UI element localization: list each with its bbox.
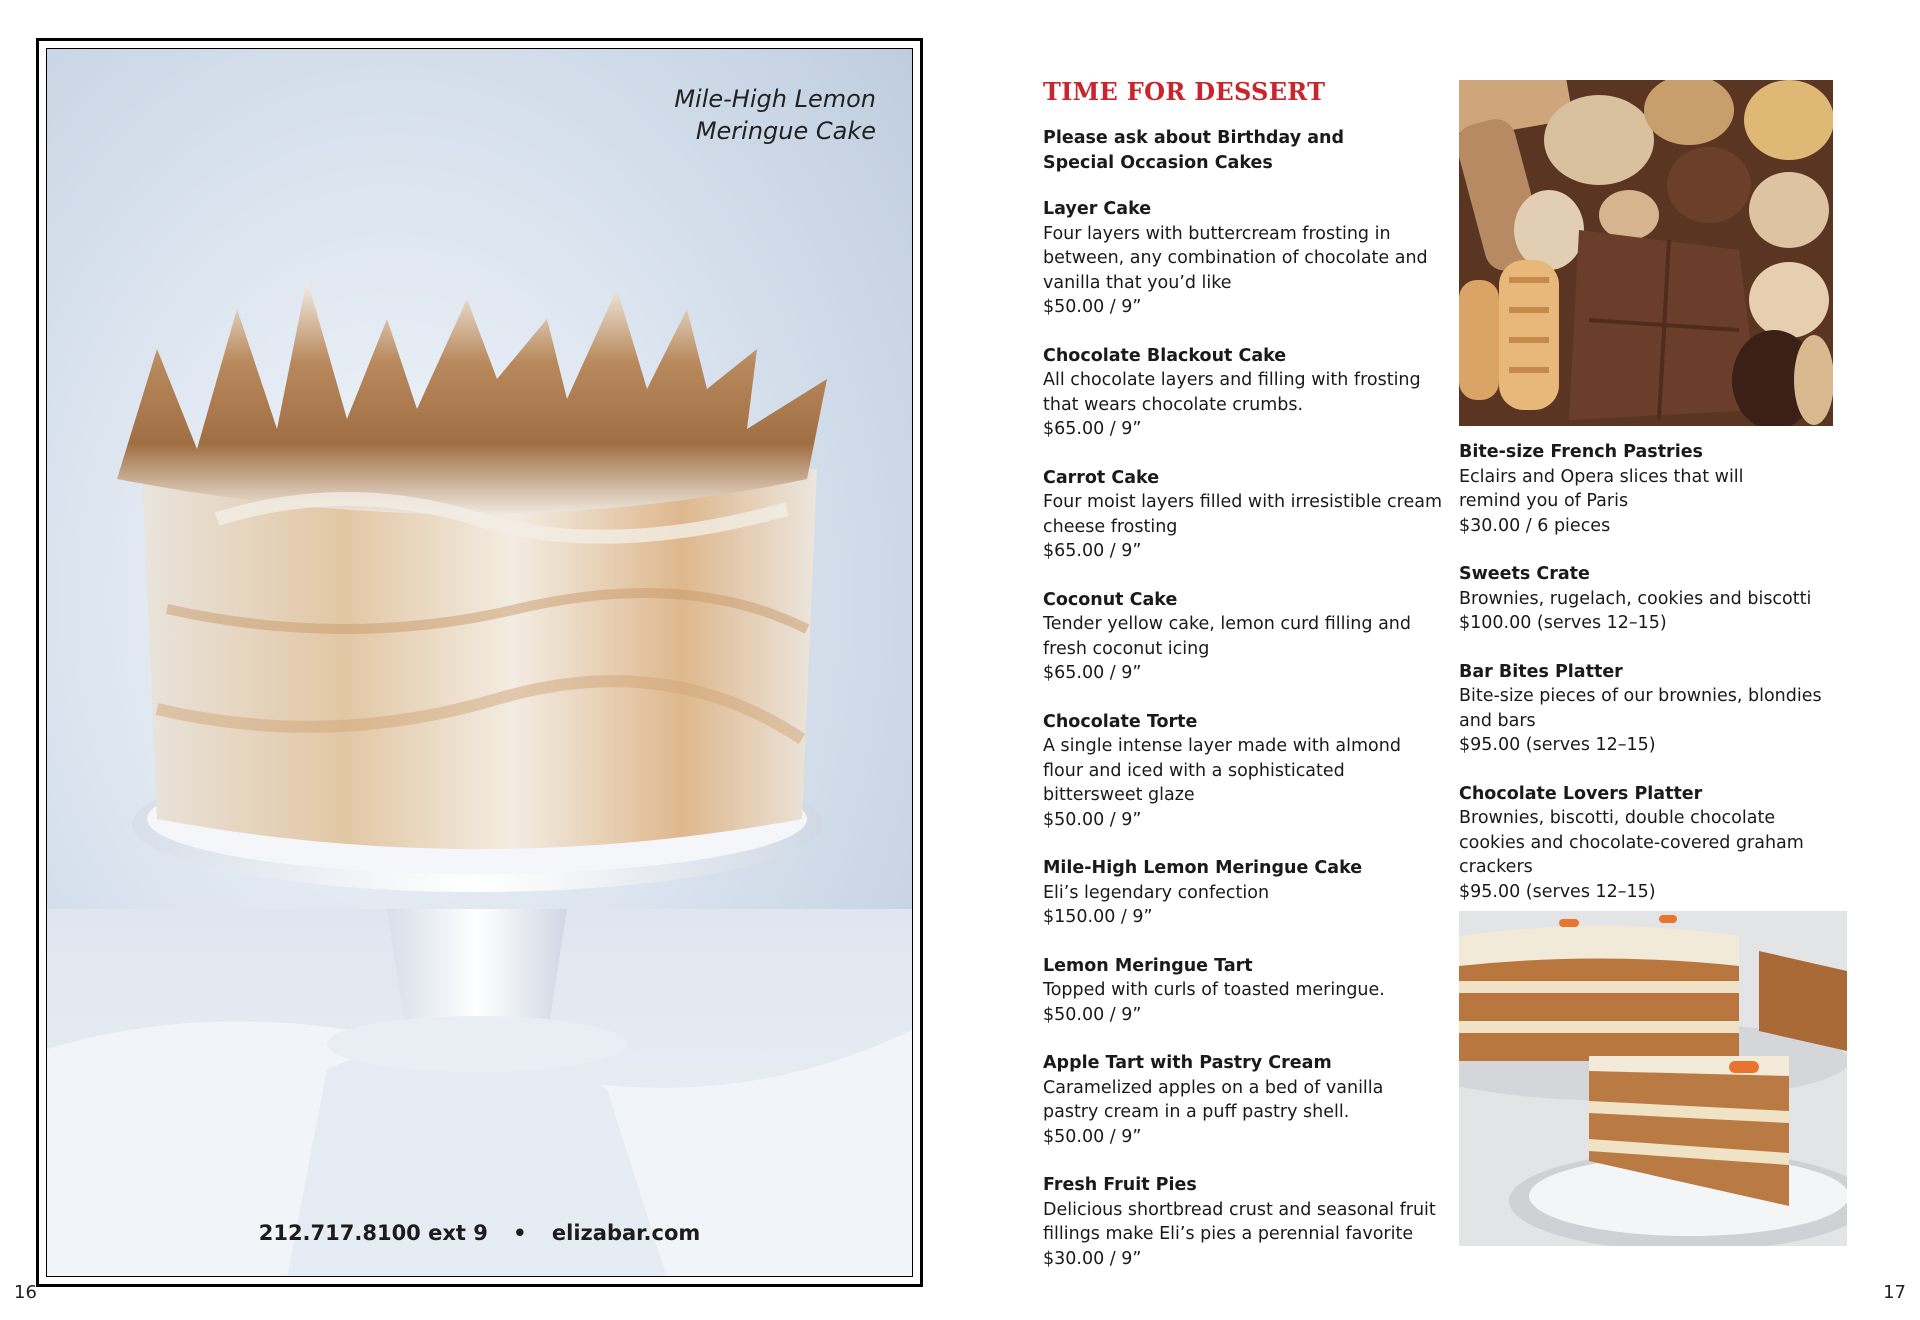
menu-item-name: Bar Bites Platter	[1459, 661, 1623, 682]
section-title: TIME FOR DESSERT	[1043, 77, 1326, 106]
menu-item-description: Brownies, rugelach, cookies and biscotti	[1459, 588, 1812, 609]
menu-item-apple-tart	[1043, 1051, 1443, 1149]
cake-photo	[46, 48, 913, 1277]
menu-item-name: Layer Cake	[1043, 199, 1152, 219]
pastries-photo	[1459, 80, 1833, 426]
menu-item-name: Bite-size French Pastries	[1459, 442, 1703, 462]
menu-item-description: Eli’s legendary confection	[1043, 882, 1270, 903]
menu-item-price: $150.00 / 9”	[1043, 907, 1153, 927]
menu-item-french-pastries	[1459, 440, 1859, 538]
menu-item-price: $65.00 / 9”	[1043, 541, 1142, 561]
menu-item-description: Four layers with buttercream frosting in between, any combination of chocolate and vanilla that you’d like	[1043, 223, 1428, 293]
menu-item-price: $50.00 / 9”	[1043, 1126, 1142, 1147]
menu-item-fresh-fruit-pies	[1043, 1173, 1443, 1271]
menu-item-price: $50.00 / 9”	[1043, 809, 1142, 830]
menu-item-price: $95.00 (serves 12–15)	[1459, 735, 1656, 755]
intro-line1: Please ask about Birthday and	[1043, 128, 1344, 148]
photo-caption	[674, 83, 876, 147]
menu-item-name: Chocolate Torte	[1043, 711, 1198, 732]
phone-number[interactable]: 212.717.8100 ext 9	[258, 1221, 488, 1245]
menu-item-price: $95.00 (serves 12–15)	[1459, 881, 1656, 902]
menu-item-price: $65.00 / 9”	[1043, 419, 1142, 439]
menu-item-description: Four moist layers filled with irresistible cream cheese frosting	[1043, 492, 1443, 537]
carrot-cake-photo	[1459, 911, 1847, 1246]
carrot-cake-illustration	[1459, 911, 1847, 1246]
menu-item-name: Sweets Crate	[1459, 564, 1590, 584]
menu-item-price: $65.00 / 9”	[1043, 663, 1142, 683]
menu-item-price: $50.00 / 9”	[1043, 297, 1142, 317]
menu-item-name: Apple Tart with Pastry Cream	[1043, 1053, 1332, 1073]
menu-item-name: Chocolate Lovers Platter	[1459, 783, 1703, 804]
page-number-right: 17	[1883, 1282, 1906, 1303]
menu-item-name: Lemon Meringue Tart	[1043, 955, 1253, 976]
photo-caption-line2: Meringue Cake	[695, 117, 876, 145]
menu-item-lemon-meringue-tart	[1043, 954, 1443, 1028]
intro-note	[1043, 126, 1443, 175]
menu-item-description: Tender yellow cake, lemon curd filling and fresh coconut icing	[1043, 614, 1411, 659]
menu-item-description: Bite-size pieces of our brownies, blondies and bars	[1459, 686, 1822, 731]
meringue-cake-illustration	[47, 49, 913, 1277]
dessert-menu-column-2	[1459, 440, 1859, 928]
menu-item-description: All chocolate layers and filling with frosting that wears chocolate crumbs.	[1043, 370, 1421, 415]
menu-item-chocolate-blackout-cake	[1043, 344, 1443, 442]
menu-item-carrot-cake	[1043, 466, 1443, 564]
menu-item-description: Eclairs and Opera slices that will remind you of Paris	[1459, 466, 1744, 511]
page-number-left: 16	[14, 1282, 37, 1303]
menu-item-description: Topped with curls of toasted meringue.	[1043, 980, 1385, 1000]
menu-item-bar-bites-platter	[1459, 660, 1859, 758]
menu-item-price: $30.00 / 6 pieces	[1459, 515, 1611, 536]
menu-item-description: Caramelized apples on a bed of vanilla pastry cream in a puff pastry shell.	[1043, 1077, 1384, 1122]
menu-item-name: Chocolate Blackout Cake	[1043, 345, 1287, 366]
menu-item-chocolate-torte	[1043, 710, 1443, 833]
menu-item-sweets-crate	[1459, 562, 1859, 636]
menu-item-name: Coconut Cake	[1043, 589, 1178, 610]
contact-info	[47, 1221, 912, 1245]
menu-item-price: $30.00 / 9”	[1043, 1248, 1142, 1269]
menu-item-price: $50.00 / 9”	[1043, 1004, 1142, 1025]
photo-caption-line1: Mile-High Lemon	[674, 85, 876, 113]
bullet-separator: •	[513, 1221, 527, 1245]
menu-item-description: Delicious shortbread crust and seasonal fruit fillings make Eli’s pies a perennial favorite	[1043, 1199, 1436, 1244]
menu-item-name: Carrot Cake	[1043, 467, 1160, 488]
website-link[interactable]: elizabar.com	[551, 1221, 701, 1245]
menu-item-mile-high-lemon-meringue-cake	[1043, 856, 1443, 930]
menu-item-name: Fresh Fruit Pies	[1043, 1175, 1197, 1195]
menu-item-price: $100.00 (serves 12–15)	[1459, 613, 1667, 633]
menu-item-description: A single intense layer made with almond flour and iced with a sophisticated bittersweet glaze	[1043, 736, 1401, 805]
cake-photo-frame	[36, 38, 923, 1287]
assorted-pastries-illustration	[1459, 80, 1833, 426]
menu-item-description: Brownies, biscotti, double chocolate cookies and chocolate-covered graham crackers	[1459, 808, 1804, 877]
intro-line2: Special Occasion Cakes	[1043, 152, 1273, 173]
menu-item-layer-cake	[1043, 197, 1443, 320]
menu-item-name: Mile-High Lemon Meringue Cake	[1043, 858, 1363, 878]
dessert-menu-column-1	[1043, 76, 1443, 1295]
menu-item-coconut-cake	[1043, 588, 1443, 686]
menu-item-chocolate-lovers-platter	[1459, 782, 1859, 905]
